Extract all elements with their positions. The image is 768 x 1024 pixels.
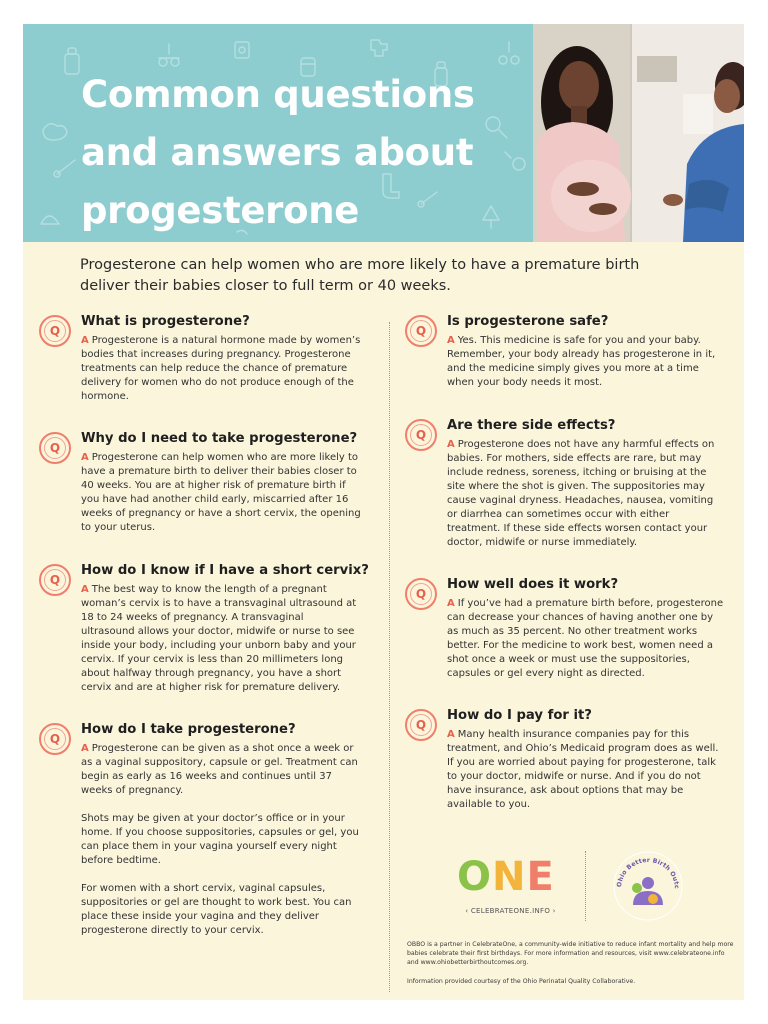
- q-letter: Q: [410, 424, 432, 446]
- answer: [447, 438, 725, 550]
- celebrateone-logo: [453, 849, 568, 939]
- answer-text: Progesterone can be given as a shot once a week or as a vaginal suppository, capsule or gel. Treatment can begin as early as 16 weeks and continues until 37 weeks of pregnancy.: [81, 743, 358, 796]
- logo-divider: [585, 851, 586, 921]
- q-letter: Q: [44, 437, 66, 459]
- answer-text: For women with a short cervix, vaginal capsules, suppositories or gel are thought to work best. You can place these inside your vagina and they deliver progesterone directly to your cervix.: [81, 883, 352, 936]
- q-letter: Q: [410, 583, 432, 605]
- question: Why do I need to take progesterone?: [81, 431, 358, 446]
- q-letter: Q: [410, 714, 432, 736]
- a-letter: A: [447, 439, 455, 450]
- header-photo: [533, 24, 744, 242]
- q-badge: [405, 709, 437, 741]
- q-badge: [405, 315, 437, 347]
- answer-text: Shots may be given at your doctor’s office or in your home. If you choose suppositories, capsules or gel, you can place them in your vagina yourself every night before bedtime.: [81, 813, 359, 866]
- partner-logos: [453, 849, 723, 944]
- question: How well does it work?: [447, 577, 619, 592]
- question: Is progesterone safe?: [447, 314, 609, 329]
- answer-text: Progesterone is a natural hormone made by women’s bodies that increases during pregnancy. Progesterone treatments can help reduce the chance of premature delivery for women who do not produce enough of the hormone.: [81, 335, 361, 402]
- a-letter: A: [81, 743, 89, 754]
- qa-why-take-progesterone: [49, 430, 363, 535]
- q-letter: Q: [44, 320, 66, 342]
- answer-text: If you’ve had a premature birth before, progesterone can decrease your chances of having another one by as much as 35 percent. No other treatment works better. For the medicine to work best, women need a shot once a week or must use the suppositories, capsules or gel every night as directed.: [447, 598, 724, 679]
- a-letter: A: [447, 729, 455, 740]
- answer: [81, 334, 361, 404]
- header: [23, 24, 744, 242]
- title-banner: [23, 24, 533, 242]
- a-letter: A: [81, 584, 89, 595]
- answer: [447, 334, 723, 390]
- obbo-logo: [611, 849, 685, 923]
- q-badge: [39, 315, 71, 347]
- a-letter: A: [447, 335, 455, 346]
- ohio-better-birth-outcomes-emblem: [611, 849, 685, 923]
- footnote-credit-text: Information provided courtesy of the Ohio Perinatal Quality Collaborative.: [407, 978, 636, 985]
- a-letter: A: [81, 452, 89, 463]
- answer: [81, 583, 359, 695]
- column-divider: [389, 322, 390, 992]
- q-letter: Q: [44, 728, 66, 750]
- qa-how-well-does-it-work: [415, 576, 725, 681]
- answer: [447, 728, 723, 812]
- answer: [81, 451, 363, 535]
- q-letter: Q: [44, 569, 66, 591]
- svg-text:Ohio Better Birth Outcomes: Ohio Better Birth Outc: [615, 856, 681, 890]
- qa-is-progesterone-safe: [415, 313, 723, 390]
- q-badge: [39, 564, 71, 596]
- flyer-page: [23, 24, 744, 1000]
- footnote: [407, 940, 737, 986]
- q-badge: [39, 432, 71, 464]
- answer-text: Yes. This medicine is safe for you and your baby. Remember, your body already has progesterone in it, and the medicine simply gives you more at a time when your body needs it most.: [447, 335, 716, 388]
- answer-text: Many health insurance companies pay for this treatment, and Ohio’s Medicaid program does as well. If you are worried about paying for progesterone, talk to your doctor, midwife or nurse. And if you do not have insurance, ask about options that may be available to you.: [447, 729, 719, 810]
- a-letter: A: [81, 335, 89, 346]
- qa-short-cervix: [49, 562, 369, 695]
- answer: [81, 742, 361, 938]
- celebrateone-url: ‹ CELEBRATEONE.INFO ›: [465, 907, 556, 915]
- page-title: Common questions and answers about progesterone: [81, 73, 475, 232]
- qa-how-do-i-pay: [415, 707, 723, 812]
- celebrateone-wordmark: ONE: [457, 854, 555, 900]
- q-letter: Q: [410, 320, 432, 342]
- q-badge: [39, 723, 71, 755]
- q-badge: [405, 419, 437, 451]
- footnote-partner-text: OBBO is a partner in CelebrateOne, a community-wide initiative to reduce infant mortality and help more babies celebrate their first birthdays. For more information and resources, visit www.celebrateone.info and www.ohiobetterbirthoutcomes.org.: [407, 941, 734, 966]
- question: How do I take progesterone?: [81, 722, 296, 737]
- qa-how-take-progesterone: [49, 721, 361, 938]
- qa-side-effects: [415, 417, 725, 550]
- question: What is progesterone?: [81, 314, 250, 329]
- answer-text: The best way to know the length of a pregnant woman’s cervix is to have a transvaginal ultrasound at 18 to 24 weeks of pregnancy. A transvaginal ultrasound allows your doctor, midwife or nurse to see inside your body, including your unborn baby and your cervix. If your cervix is less than 20 millimeters long about halfway through pregnancy, you have a short cervix and are at higher risk for premature delivery.: [81, 584, 357, 693]
- qa-what-is-progesterone: [49, 313, 361, 404]
- answer-text: Progesterone does not have any harmful effects on babies. For mothers, side effects are rare, but may include redness, soreness, itching or bruising at the site where the shot is given. The suppositories may cause vaginal dryness. Headaches, nausea, vomiting or diarrhea can sometimes occur with either treatment. If these side effects worsen contact your doctor, midwife or nurse immediately.: [447, 439, 715, 548]
- intro-text: Progesterone can help women who are more likely to have a premature birth deliver their babies closer to full term or 40 weeks.: [80, 257, 640, 294]
- answer: [447, 597, 725, 681]
- pregnant-woman-with-nurse-photo: [533, 24, 744, 242]
- question: Are there side effects?: [447, 418, 616, 433]
- question: How do I know if I have a short cervix?: [81, 563, 369, 578]
- a-letter: A: [447, 598, 455, 609]
- question: How do I pay for it?: [447, 708, 592, 723]
- answer-text: Progesterone can help women who are more likely to have a premature birth to deliver their babies closer to 40 weeks. You are at higher risk of premature birth if you have had another child early, miscarried after 16 weeks of pregnancy or have a short cervix, the opening to your uterus.: [81, 452, 361, 533]
- q-badge: [405, 578, 437, 610]
